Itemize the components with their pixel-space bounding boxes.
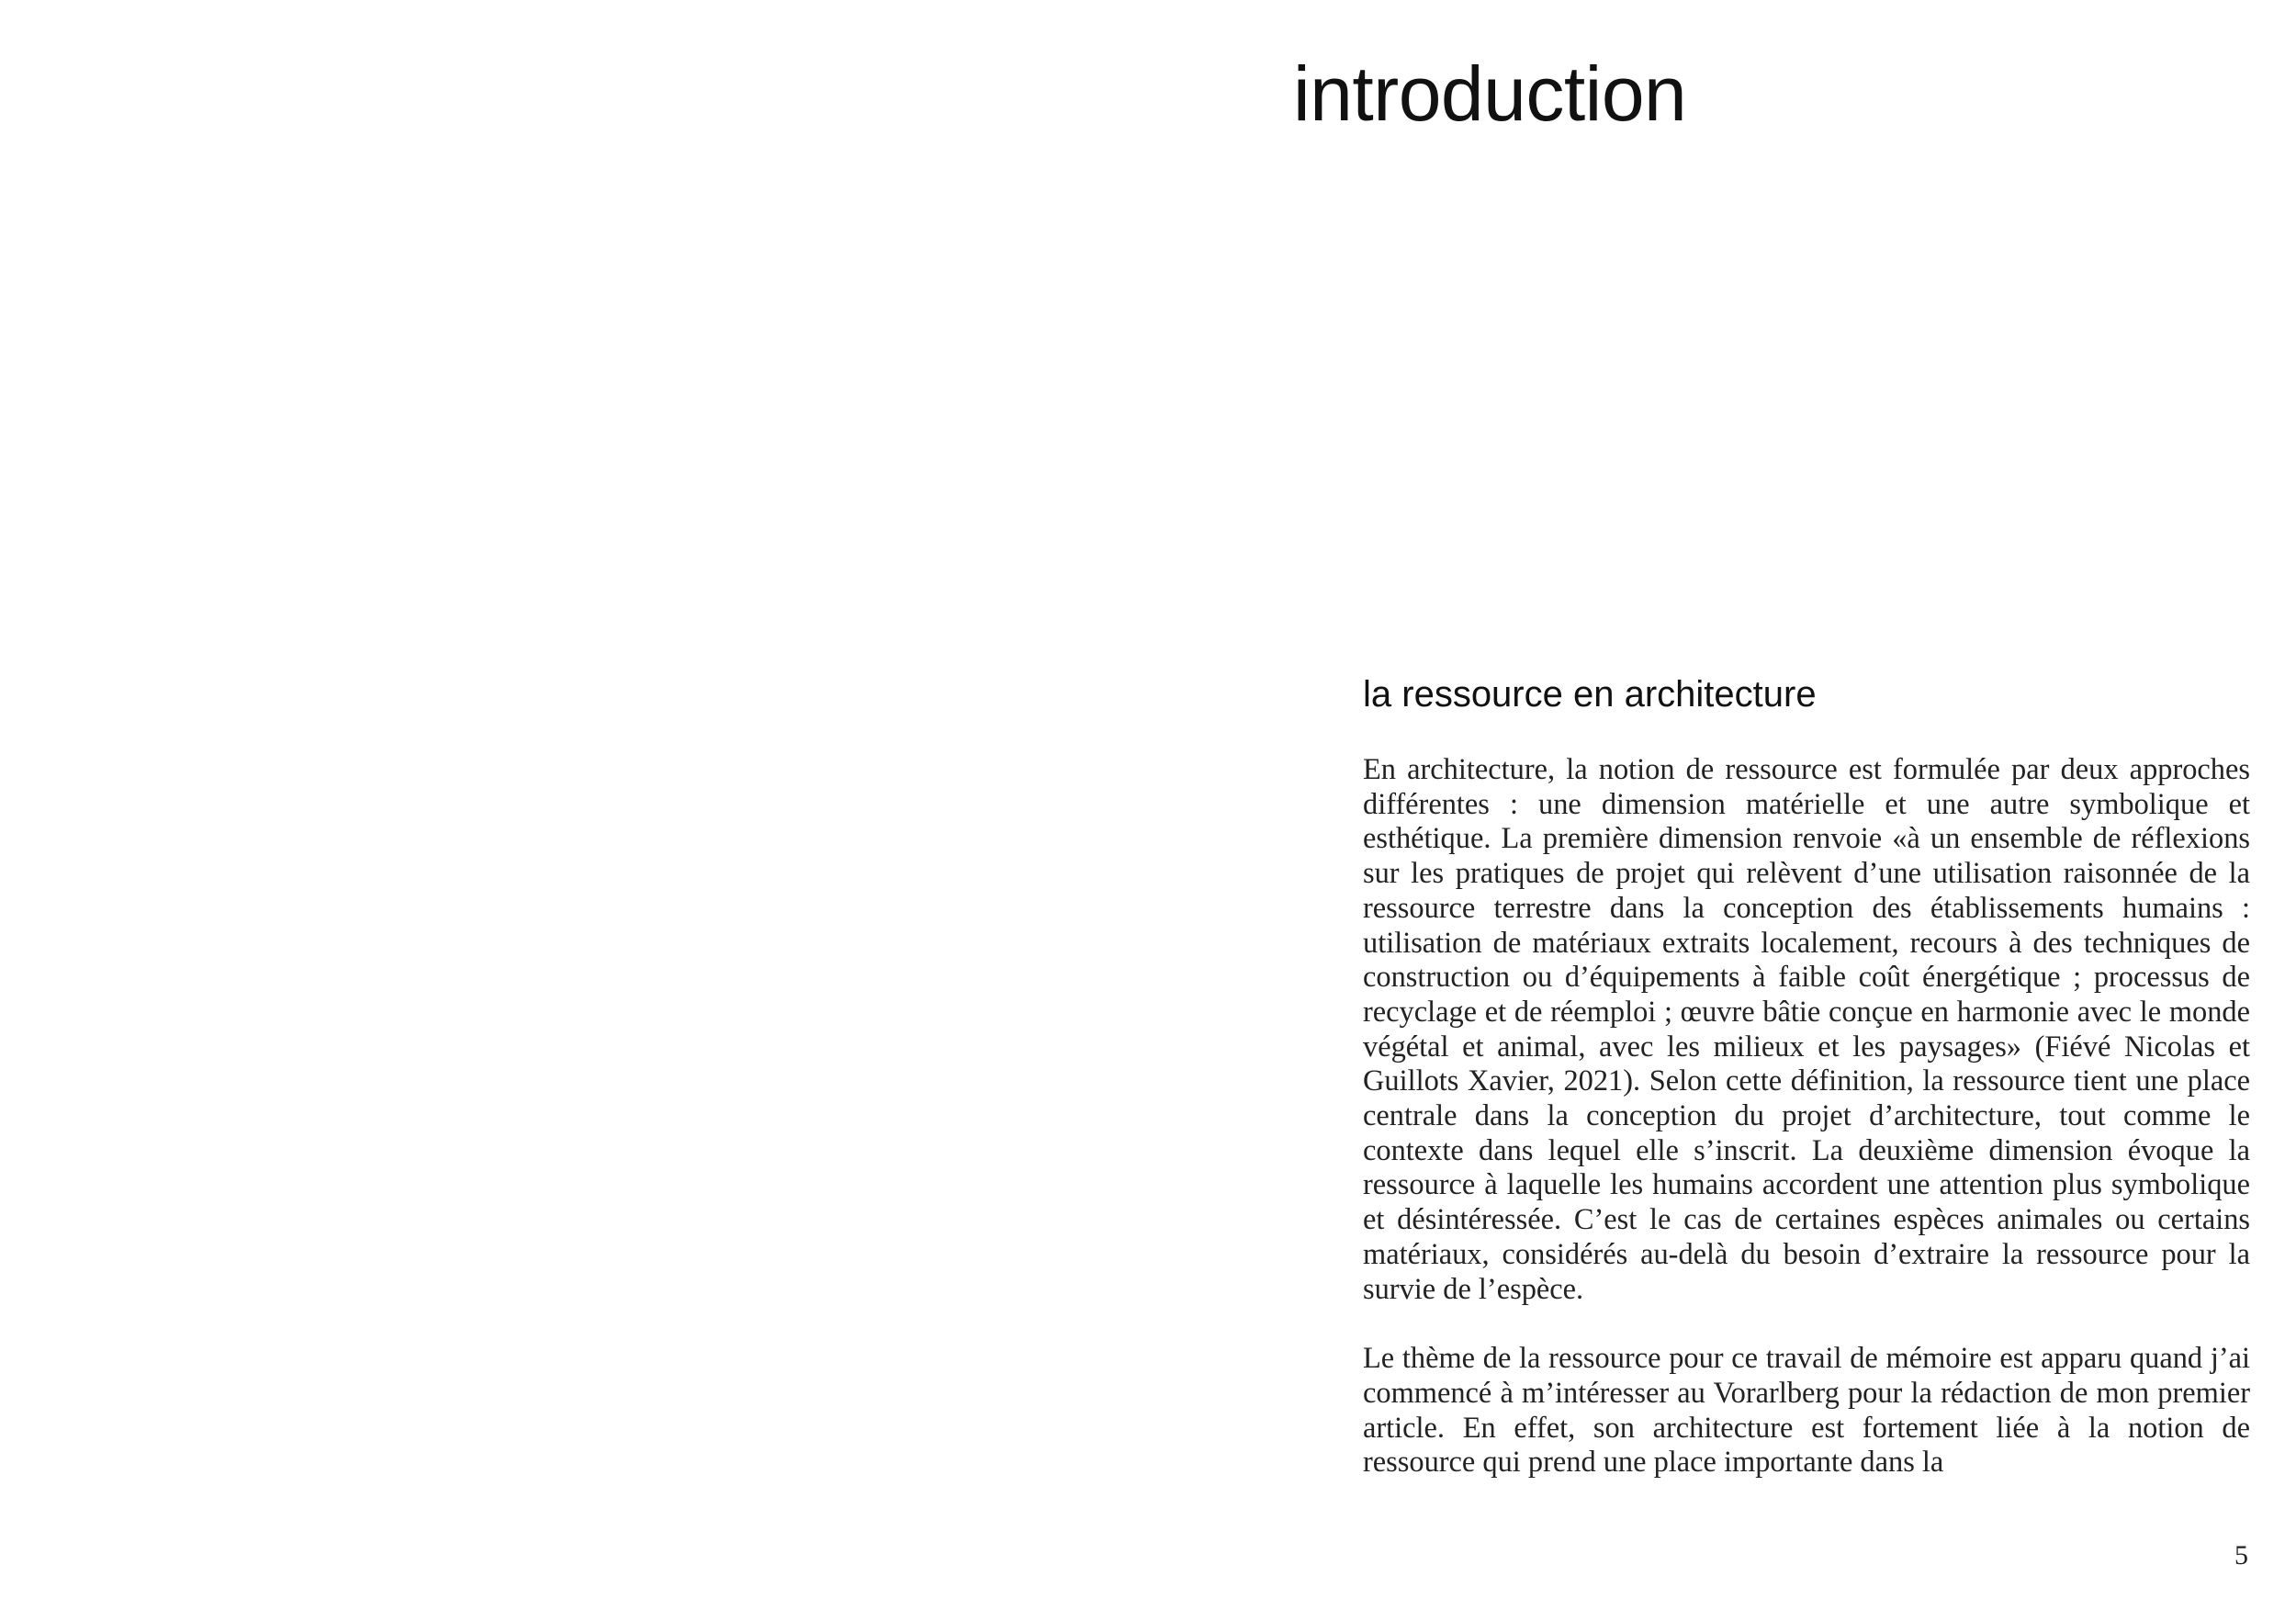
body-paragraph-1: En architecture, la notion de ressource est formulée par deux approches différentes : une dimension matérielle et une autre symbolique et esthétique. La première dimension renvoie «à un ensemble de réflexions sur les pratiques de projet qui relèvent d’une utilisation raisonnée de la ressource terrestre dans la conception des établissements humains : utilisation de matériaux extraits localement, recours à des techniques de construction ou d’équipements à faible coût énergétique ; processus de recyclage et de réemploi ; œuvre bâtie conçue en harmonie avec le monde végétal et animal, avec les milieux et les paysages» (Fiévé Nicolas et Guillots Xavier, 2021). Selon cette définition, la ressource tient une place centrale dans la conception du projet d’architecture, tout comme le contexte dans lequel elle s’inscrit. La deuxième dimension évoque la ressource à laquelle les humains accordent une attention plus symbolique et désintéressée. C’est le cas de certaines espèces animales ou certains matériaux, considérés au-delà du besoin d’extraire la ressource pour la survie de l’espèce. bbox=[1363, 753, 2250, 1306]
body-paragraph-2: Le thème de la ressource pour ce travail de mémoire est apparu quand j’ai commencé à m’intéresser au Vorarlberg pour la rédaction de mon premier article. En effet, son architecture est fortement liée à la notion de ressource qui prend une place importante dans la bbox=[1363, 1342, 2250, 1480]
chapter-title: introduction bbox=[1293, 51, 1687, 137]
page-number: 5 bbox=[2234, 1540, 2248, 1570]
section-heading: la ressource en architecture bbox=[1363, 674, 1817, 715]
body-text-column bbox=[1363, 753, 2250, 1486]
